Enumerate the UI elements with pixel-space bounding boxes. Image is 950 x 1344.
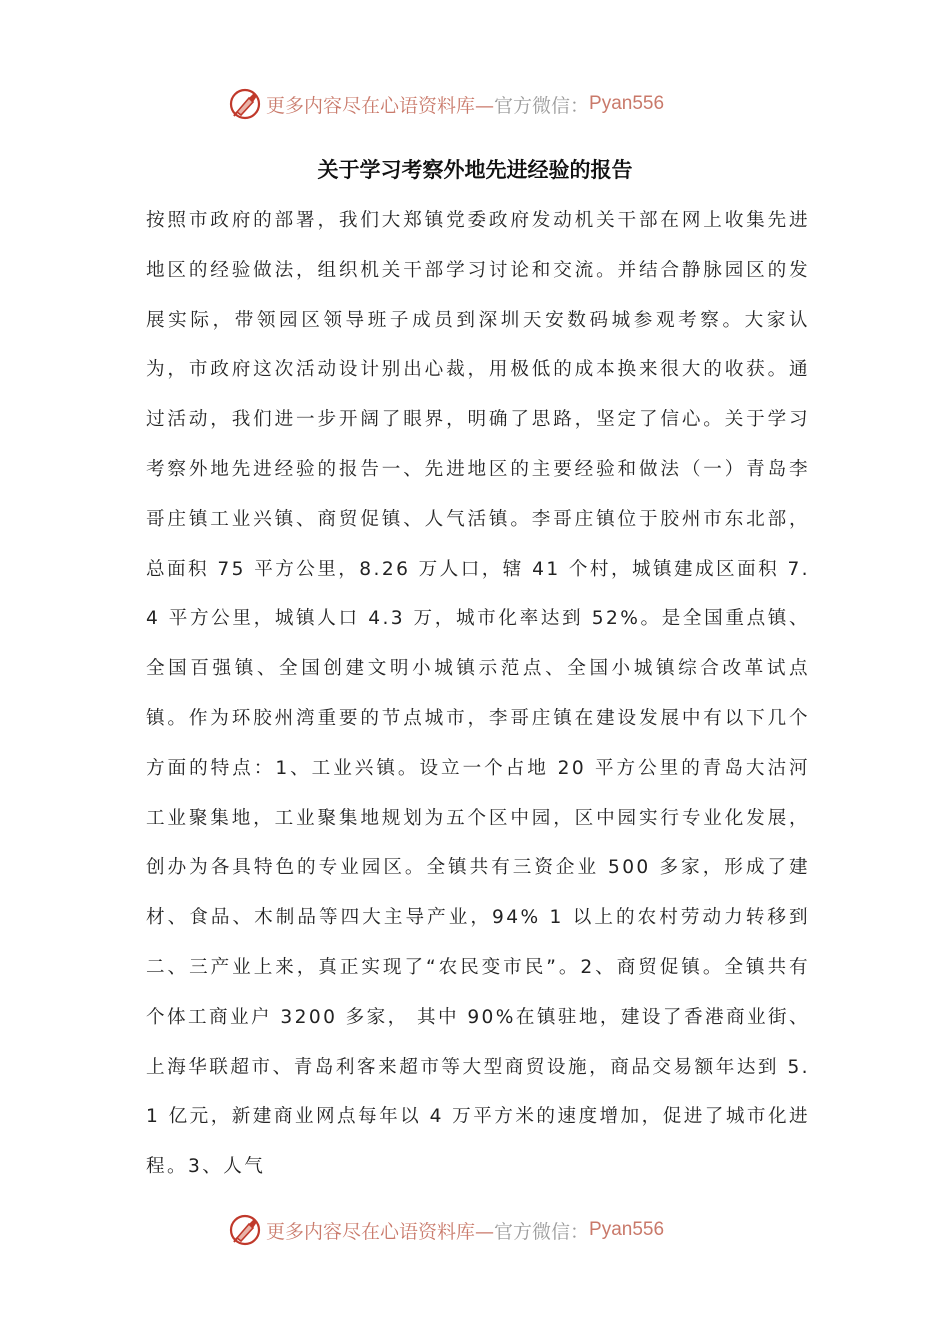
document-title: 关于学习考察外地先进经验的报告 — [317, 158, 633, 182]
watermark-wechat-label: 官方微信： — [494, 94, 590, 117]
header-watermark — [228, 86, 664, 122]
watermark-wechat-id: Pyan556 — [589, 93, 665, 114]
watermark-wechat-label: 官方微信： — [494, 1220, 590, 1243]
watermark-text: 更多内容尽在心语资料库— — [266, 1220, 495, 1243]
pen-nib-logo-icon — [228, 1213, 262, 1247]
document-body: 按照市政府的部署，我们大郑镇党委政府发动机关干部在网上收集先进地区的经验做法，组织机关干部学习讨论和交流。并结合静脉园区的发展实际，带领园区领导班子成员到深圳天安数码城参观考察。大家认为，市政府这次活动设计别出心裁，用极低的成本换来很大的收获。通过活动，我们进一步开阔了眼界，明确了思路，坚定了信心。关于学习考察外地先进经验的报告一、先进地区的主要经验和做法（一）青岛李哥庄镇工业兴镇、商贸促镇、人气活镇。李哥庄镇位于胶州市东北部，总面积 75 平方公里，8.26 万人口，辖 41 个村，城镇建成区面积 7.4 平方公里，城镇人口 4.3 万，城市化率达到 52%。是全国重点镇、全国百强镇、全国创建文明小城镇示范点、全国小城镇综合改革试点镇。作为环胶州湾重要的节点城市，李哥庄镇在建设发展中有以下几个方面的特点：1、工业兴镇。设立一个占地 20 平方公里的青岛大沽河工业聚集地，工业聚集地规划为五个区中园，区中园实行专业化发展，创办为各具特色的专业园区。全镇共有三资企业 500 多家，形成了建材、食品、木制品等四大主导产业，94% 1 以上的农村劳动力转移到二、三产业上来，真正实现了“农民变市民”。2、商贸促镇。全镇共有个体工商业户 3200 多家， 其中 90%在镇驻地，建设了香港商业街、上海华联超市、青岛利客来超市等大型商贸设施，商品交易额年达到 5.1 亿元，新建商业网点每年以 4 万平方米的速度增加，促进了城市化进程。3、人气 — [146, 210, 810, 1178]
footer-watermark — [228, 1212, 664, 1248]
watermark-wechat-id: Pyan556 — [589, 1219, 665, 1240]
watermark-text: 更多内容尽在心语资料库— — [266, 94, 495, 117]
pen-nib-logo-icon — [228, 87, 262, 121]
